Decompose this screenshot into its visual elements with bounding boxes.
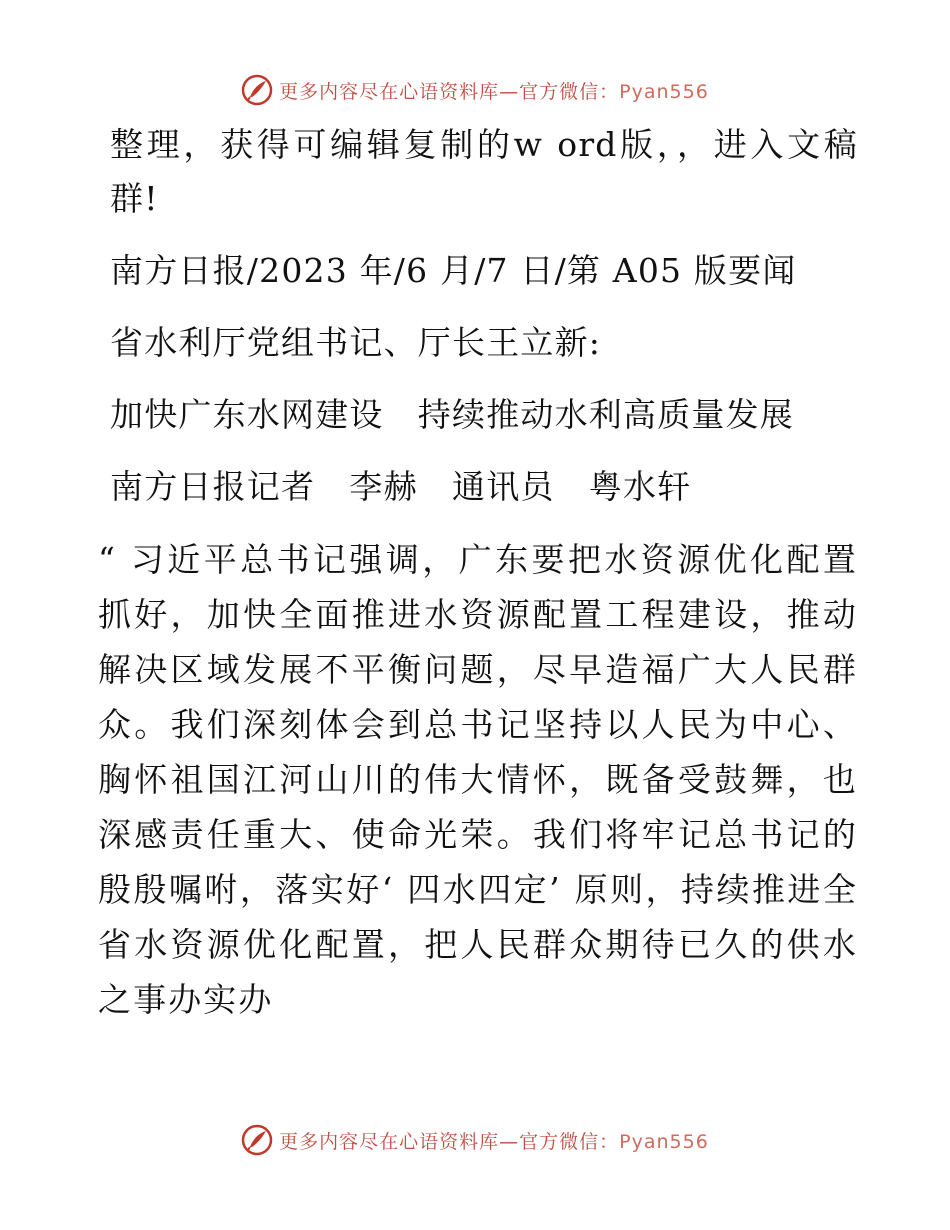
article-body: “ 习近平总书记强调，广东要把水资源优化配置抓好，加快全面推进水资源配置工程建设，推动解决区域发展不平衡问题，尽早造福广大人民群众。我们深刻体会到总书记坚持以人民为中心、胸怀祖国江河山川的伟大情怀，既备受鼓舞，也深感责任重大、使命光荣。我们将牢记总书记的殷殷嘱咐，落实好‘ 四水四定’ 原则，持续推进全省水资源优化配置，把人民群众期待已久的供水之事办实办	[98, 540, 858, 1019]
banner-text: 更多内容尽在心语资料库—官方微信：Pyan556	[279, 80, 709, 103]
article-content	[98, 118, 858, 1027]
wechat-id: Pyan556	[619, 1130, 709, 1153]
banner-text: 更多内容尽在心语资料库—官方微信：Pyan556	[279, 1130, 709, 1153]
feather-pen-logo-icon	[241, 74, 273, 106]
intro-note: 整理，获得可编辑复制的w ord版，，进入文稿群!	[110, 125, 858, 218]
article-subtitle: 省水利厅党组书记、厅长王立新:	[110, 323, 602, 362]
header-banner	[0, 70, 950, 110]
footer-banner	[0, 1120, 950, 1160]
source-line: 南方日报/2023 年/6 月/7 日/第 A05 版要闻	[110, 251, 797, 290]
feather-pen-logo-icon	[241, 1124, 273, 1156]
article-byline: 南方日报记者 李赫 通讯员 粤水轩	[110, 467, 692, 506]
article-headline: 加快广东水网建设 持续推动水利高质量发展	[110, 395, 794, 434]
wechat-id: Pyan556	[619, 80, 709, 103]
